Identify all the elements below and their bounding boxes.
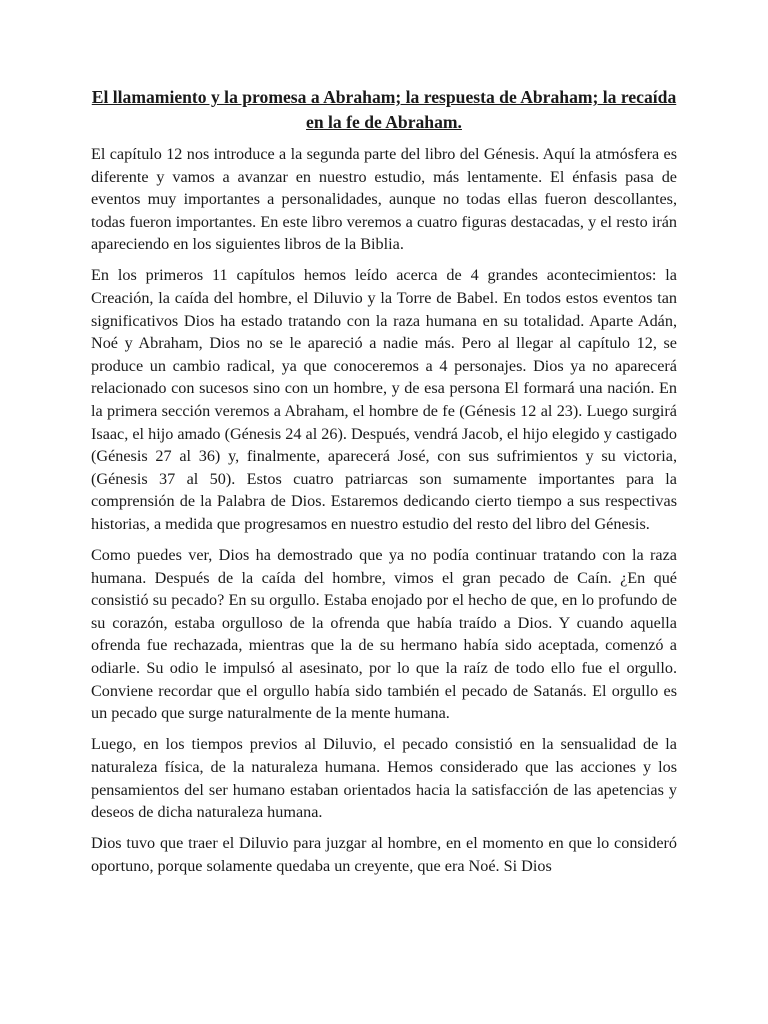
paragraph-3: Como puedes ver, Dios ha demostrado que ya no podía continuar tratando con la raza humana. Después de la caída del hombre, vimos el gran pecado de Caín. ¿En qué consistió su pecado? En su orgullo. Estaba enojado por el hecho de que, en lo profundo de su corazón, estaba orgulloso de la ofrenda que había traído a Dios. Y cuando aquella ofrenda fue rechazada, mientras que la de su hermano había sido aceptada, comenzó a odiarle. Su odio le impulsó al asesinato, por lo que la raíz de todo ello fue el orgullo. Conviene recordar que el orgullo había sido también el pecado de Satanás. El orgullo es un pecado que surge naturalmente de la mente humana. xyxy=(91,546,677,723)
paragraph-4: Luego, en los tiempos previos al Diluvio, el pecado consistió en la sensualidad de la naturaleza física, de la naturaleza humana. Hemos considerado que las acciones y los pensamientos del ser humano estaban orientados hacia la satisfacción de las apetencias y deseos de dicha naturaleza humana. xyxy=(91,735,677,822)
document-page xyxy=(91,85,677,886)
paragraph-2: En los primeros 11 capítulos hemos leído acerca de 4 grandes acontecimientos: la Creación, la caída del hombre, el Diluvio y la Torre de Babel. En todos estos eventos tan significativos Dios ha estado tratando con la raza humana en su totalidad. Aparte Adán, Noé y Abraham, Dios no se le apareció a nadie más. Pero al llegar al capítulo 12, se produce un cambio radical, ya que conoceremos a 4 personajes. Dios ya no aparecerá relacionado con sucesos sino con un hombre, y de esa persona El formará una nación. En la primera sección veremos a Abraham, el hombre de fe (Génesis 12 al 23). Luego surgirá Isaac, el hijo amado (Génesis 24 al 26). Después, vendrá Jacob, el hijo elegido y castigado (Génesis 27 al 36) y, finalmente, aparecerá José, con sus sufrimientos y su victoria, (Génesis 37 al 50). Estos cuatro patriarcas son sumamente importantes para la comprensión de la Palabra de Dios. Estaremos dedicando cierto tiempo a sus respectivas historias, a medida que progresamos en nuestro estudio del resto del libro del Génesis. xyxy=(91,266,677,533)
paragraph-5: Dios tuvo que traer el Diluvio para juzgar al hombre, en el momento en que lo consideró oportuno, porque solamente quedaba un creyente, que era Noé. Si Dios xyxy=(91,834,677,875)
paragraph-1: El capítulo 12 nos introduce a la segunda parte del libro del Génesis. Aquí la atmósfera es diferente y vamos a avanzar en nuestro estudio, más lentamente. El énfasis pasa de eventos muy importantes a personalidades, aunque no todas ellas fueron descollantes, todas fueron importantes. En este libro veremos a cuatro figuras destacadas, y el resto irán apareciendo en los siguientes libros de la Biblia. xyxy=(91,145,677,254)
document-title: El llamamiento y la promesa a Abraham; la respuesta de Abraham; la recaída en la fe de Abraham. xyxy=(91,87,677,132)
